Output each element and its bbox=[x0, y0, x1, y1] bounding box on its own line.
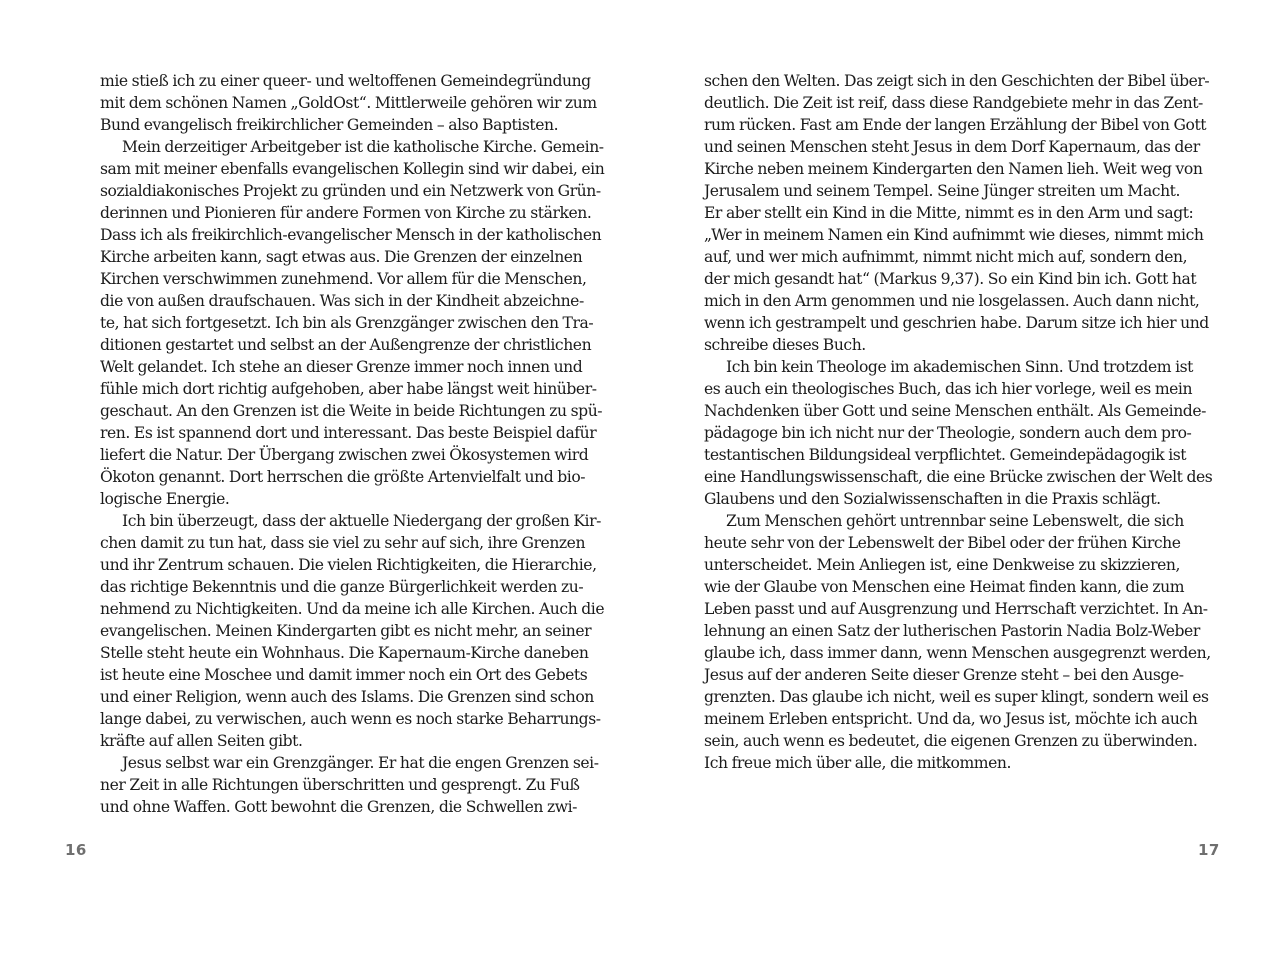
text-line: auf, und wer mich aufnimmt, nimmt nicht mich auf, sondern den, bbox=[704, 248, 1188, 266]
text-line: Ich freue mich über alle, die mitkommen. bbox=[704, 754, 1011, 772]
text-line: evangelischen. Meinen Kindergarten gibt es nicht mehr, an seiner bbox=[100, 622, 592, 640]
text-line: Jesus selbst war ein Grenzgänger. Er hat die engen Grenzen sei- bbox=[122, 754, 599, 772]
text-line: lange dabei, zu verwischen, auch wenn es noch starke Beharrungs- bbox=[100, 710, 601, 728]
text-line: Kirche neben meinem Kindergarten den Namen lieh. Weit weg von bbox=[704, 160, 1203, 178]
text-line: Kirchen verschwimmen zunehmend. Vor allem für die Menschen, bbox=[100, 270, 587, 288]
text-line: schen den Welten. Das zeigt sich in den Geschichten der Bibel über- bbox=[704, 72, 1210, 90]
text-line: unterscheidet. Mein Anliegen ist, eine Denkweise zu skizzieren, bbox=[704, 556, 1180, 574]
text-line: Stelle steht heute ein Wohnhaus. Die Kapernaum-Kirche daneben bbox=[100, 644, 589, 662]
text-line: sein, auch wenn es bedeutet, die eigenen Grenzen zu überwinden. bbox=[704, 732, 1198, 750]
text-line: meinem Erleben entspricht. Und da, wo Jesus ist, möchte ich auch bbox=[704, 710, 1198, 728]
text-line: kräfte auf allen Seiten gibt. bbox=[100, 732, 303, 750]
text-line: lehnung an einen Satz der lutherischen Pastorin Nadia Bolz-Weber bbox=[704, 622, 1200, 640]
text-line: geschaut. An den Grenzen ist die Weite in beide Richtungen zu spü- bbox=[100, 402, 603, 420]
text-line: und ihr Zentrum schauen. Die vielen Richtigkeiten, die Hierarchie, bbox=[100, 556, 597, 574]
text-line: mie stieß ich zu einer queer- und weltoffenen Gemeindegründung bbox=[100, 72, 591, 90]
text-line: heute sehr von der Lebenswelt der Bibel oder der frühen Kirche bbox=[704, 534, 1181, 552]
text-line: mich in den Arm genommen und nie losgelassen. Auch dann nicht, bbox=[704, 292, 1200, 310]
text-line: ner Zeit in alle Richtungen überschritten und gesprengt. Zu Fuß bbox=[100, 776, 580, 794]
text-line: mit dem schönen Namen „GoldOst“. Mittlerweile gehören wir zum bbox=[100, 94, 597, 112]
text-line: logische Energie. bbox=[100, 490, 230, 508]
text-line: wie der Glaube von Menschen eine Heimat finden kann, die zum bbox=[704, 578, 1185, 596]
text-line: Welt gelandet. Ich stehe an dieser Grenze immer noch innen und bbox=[100, 358, 583, 376]
text-line: Glaubens und den Sozialwissenschaften in die Praxis schlägt. bbox=[704, 490, 1161, 508]
text-line: nehmend zu Nichtigkeiten. Und da meine ich alle Kirchen. Auch die bbox=[100, 600, 605, 618]
text-line: und einer Religion, wenn auch des Islams. Die Grenzen sind schon bbox=[100, 688, 594, 706]
text-line: sozialdiakonisches Projekt zu gründen und ein Netzwerk von Grün- bbox=[100, 182, 601, 200]
text-line: der mich gesandt hat“ (Markus 9,37). So ein Kind bin ich. Gott hat bbox=[704, 270, 1197, 288]
text-line: ditionen gestartet und selbst an der Außengrenze der christlichen bbox=[100, 336, 592, 354]
text-line: und ohne Waffen. Gott bewohnt die Grenzen, die Schwellen zwi- bbox=[100, 798, 577, 816]
text-line: derinnen und Pionieren für andere Formen von Kirche zu stärken. bbox=[100, 204, 592, 222]
page-number-right: 17 bbox=[1198, 841, 1220, 859]
text-line: wenn ich gestrampelt und geschrien habe. Darum sitze ich hier und bbox=[704, 314, 1209, 332]
text-line: ist heute eine Moschee und damit immer noch ein Ort des Gebets bbox=[100, 666, 588, 684]
text-line: fühle mich dort richtig aufgehoben, aber habe längst weit hinüber- bbox=[100, 380, 597, 398]
text-line: eine Handlungswissenschaft, die eine Brücke zwischen der Welt des bbox=[704, 468, 1213, 486]
text-line: und seinen Menschen steht Jesus in dem Dorf Kapernaum, das der bbox=[704, 138, 1200, 156]
right-page-body-text bbox=[704, 70, 1213, 774]
text-line: liefert die Natur. Der Übergang zwischen zwei Ökosystemen wird bbox=[100, 446, 589, 464]
text-line: grenzten. Das glaube ich nicht, weil es super klingt, sondern weil es bbox=[704, 688, 1209, 706]
text-line: ren. Es ist spannend dort und interessant. Das beste Beispiel dafür bbox=[100, 424, 597, 442]
text-line: „Wer in meinem Namen ein Kind aufnimmt wie dieses, nimmt mich bbox=[704, 226, 1204, 244]
text-line: Ich bin kein Theologe im akademischen Sinn. Und trotzdem ist bbox=[726, 358, 1193, 376]
right-page bbox=[640, 0, 1280, 974]
text-line: rum rücken. Fast am Ende der langen Erzählung der Bibel von Gott bbox=[704, 116, 1207, 134]
text-line: glaube ich, dass immer dann, wenn Menschen ausgegrenzt werden, bbox=[704, 644, 1211, 662]
text-line: Nachdenken über Gott und seine Menschen enthält. Als Gemeinde- bbox=[704, 402, 1206, 420]
text-line: Er aber stellt ein Kind in die Mitte, nimmt es in den Arm und sagt: bbox=[704, 204, 1194, 222]
text-line: sam mit meiner ebenfalls evangelischen Kollegin sind wir dabei, ein bbox=[100, 160, 605, 178]
text-line: Kirche arbeiten kann, sagt etwas aus. Die Grenzen der einzelnen bbox=[100, 248, 583, 266]
text-line: schreibe dieses Buch. bbox=[704, 336, 866, 354]
text-line: pädagoge bin ich nicht nur der Theologie, sondern auch dem pro- bbox=[704, 424, 1192, 442]
text-line: Dass ich als freikirchlich-evangelischer Mensch in der katholischen bbox=[100, 226, 602, 244]
text-line: das richtige Bekenntnis und die ganze Bürgerlichkeit werden zu- bbox=[100, 578, 584, 596]
text-line: Ökoton genannt. Dort herrschen die größte Artenvielfalt und bio- bbox=[100, 468, 586, 486]
text-line: die von außen draufschauen. Was sich in der Kindheit abzeichne- bbox=[100, 292, 584, 310]
text-line: Jesus auf der anderen Seite dieser Grenze steht – bei den Ausge- bbox=[704, 666, 1184, 684]
text-line: es auch ein theologisches Buch, das ich hier vorlege, weil es mein bbox=[704, 380, 1193, 398]
text-line: Bund evangelisch freikirchlicher Gemeinden – also Baptisten. bbox=[100, 116, 559, 134]
text-line: chen damit zu tun hat, dass sie viel zu sehr auf sich, ihre Grenzen bbox=[100, 534, 586, 552]
text-line: deutlich. Die Zeit ist reif, dass diese Randgebiete mehr in das Zent- bbox=[704, 94, 1203, 112]
text-line: Ich bin überzeugt, dass der aktuelle Niedergang der großen Kir- bbox=[122, 512, 601, 530]
text-line: Leben passt und auf Ausgrenzung und Herrschaft verzichtet. In An- bbox=[704, 600, 1208, 618]
text-line: te, hat sich fortgesetzt. Ich bin als Grenzgänger zwischen den Tra- bbox=[100, 314, 594, 332]
text-line: Zum Menschen gehört untrennbar seine Lebenswelt, die sich bbox=[726, 512, 1184, 530]
text-line: Jerusalem und seinem Tempel. Seine Jünger streiten um Macht. bbox=[704, 182, 1180, 200]
page-number-left: 16 bbox=[65, 841, 87, 859]
left-page-body-text bbox=[100, 70, 605, 818]
text-line: Mein derzeitiger Arbeitgeber ist die katholische Kirche. Gemein- bbox=[122, 138, 604, 156]
text-line: testantischen Bildungsideal verpflichtet. Gemeindepädagogik ist bbox=[704, 446, 1187, 464]
